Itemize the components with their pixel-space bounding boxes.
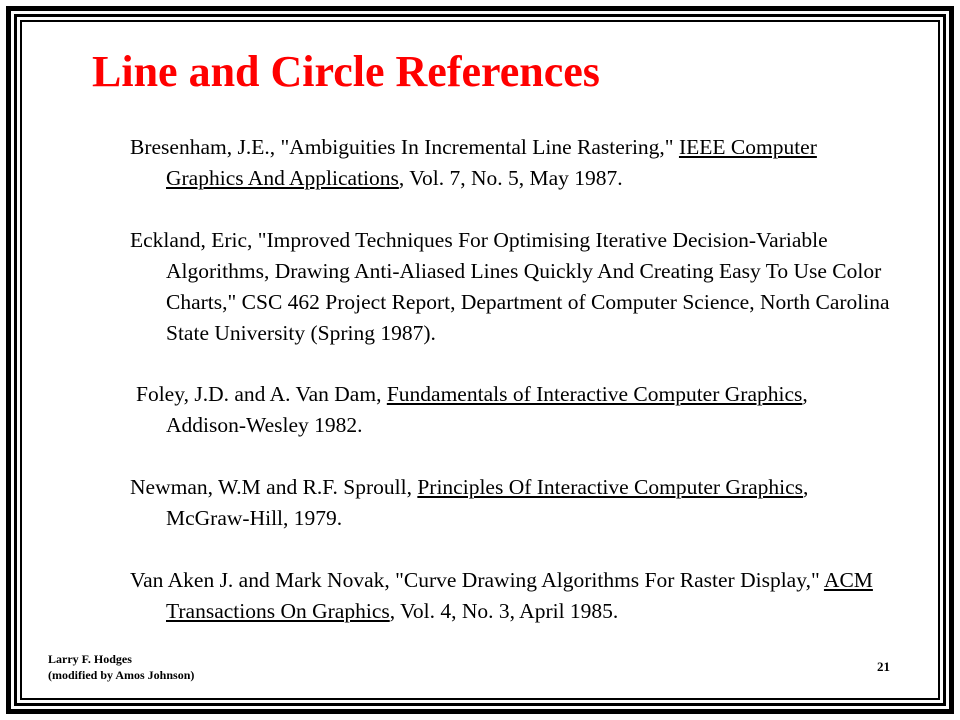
reference-item-van-aken <box>130 565 890 627</box>
reference-publication-title: IEEE Computer Graphics And Applications <box>166 135 817 190</box>
reference-text: Newman, W.M and R.F. Sproull, <box>130 475 418 499</box>
reference-text: Van Aken J. and Mark Novak, "Curve Drawing Algorithms For Raster Display," <box>130 568 824 592</box>
reference-publication-title: ACM Transactions On Graphics <box>166 568 873 623</box>
reference-details: , Vol. 7, No. 5, May 1987. <box>398 166 623 190</box>
slide-title: Line and Circle References <box>92 47 600 96</box>
reference-publication-title: Fundamentals of Interactive Computer Graphics <box>386 382 803 406</box>
reference-details: , Addison-Wesley 1982. <box>166 382 808 437</box>
reference-details: , McGraw-Hill, 1979. <box>166 475 809 530</box>
reference-text: Eckland, Eric, "Improved Techniques For Optimising Iterative Decision-Variable Algorithms, Drawing Anti-Aliased Lines Quickly And Creating Easy To Use Color Charts," CSC 462 Project Report, Department of Computer Science, North Carolina State University (Spring 1987). <box>130 228 890 345</box>
footer-modified-by: (modified by Amos Johnson) <box>48 668 195 682</box>
reference-item-bresenham <box>130 132 890 194</box>
reference-text: Bresenham, J.E., "Ambiguities In Incremental Line Rastering," <box>130 135 679 159</box>
reference-item-foley <box>130 379 890 441</box>
reference-item-eckland <box>130 225 890 349</box>
page-number: 21 <box>877 659 890 674</box>
reference-text: Foley, J.D. and A. Van Dam, <box>136 382 387 406</box>
footer-author-name: Larry F. Hodges <box>48 652 132 666</box>
reference-item-newman <box>130 472 890 534</box>
reference-publication-title: Principles Of Interactive Computer Graphics <box>417 475 804 499</box>
reference-details: , Vol. 4, No. 3, April 1985. <box>389 599 619 623</box>
footer-author <box>48 651 194 683</box>
reference-list <box>130 132 890 627</box>
